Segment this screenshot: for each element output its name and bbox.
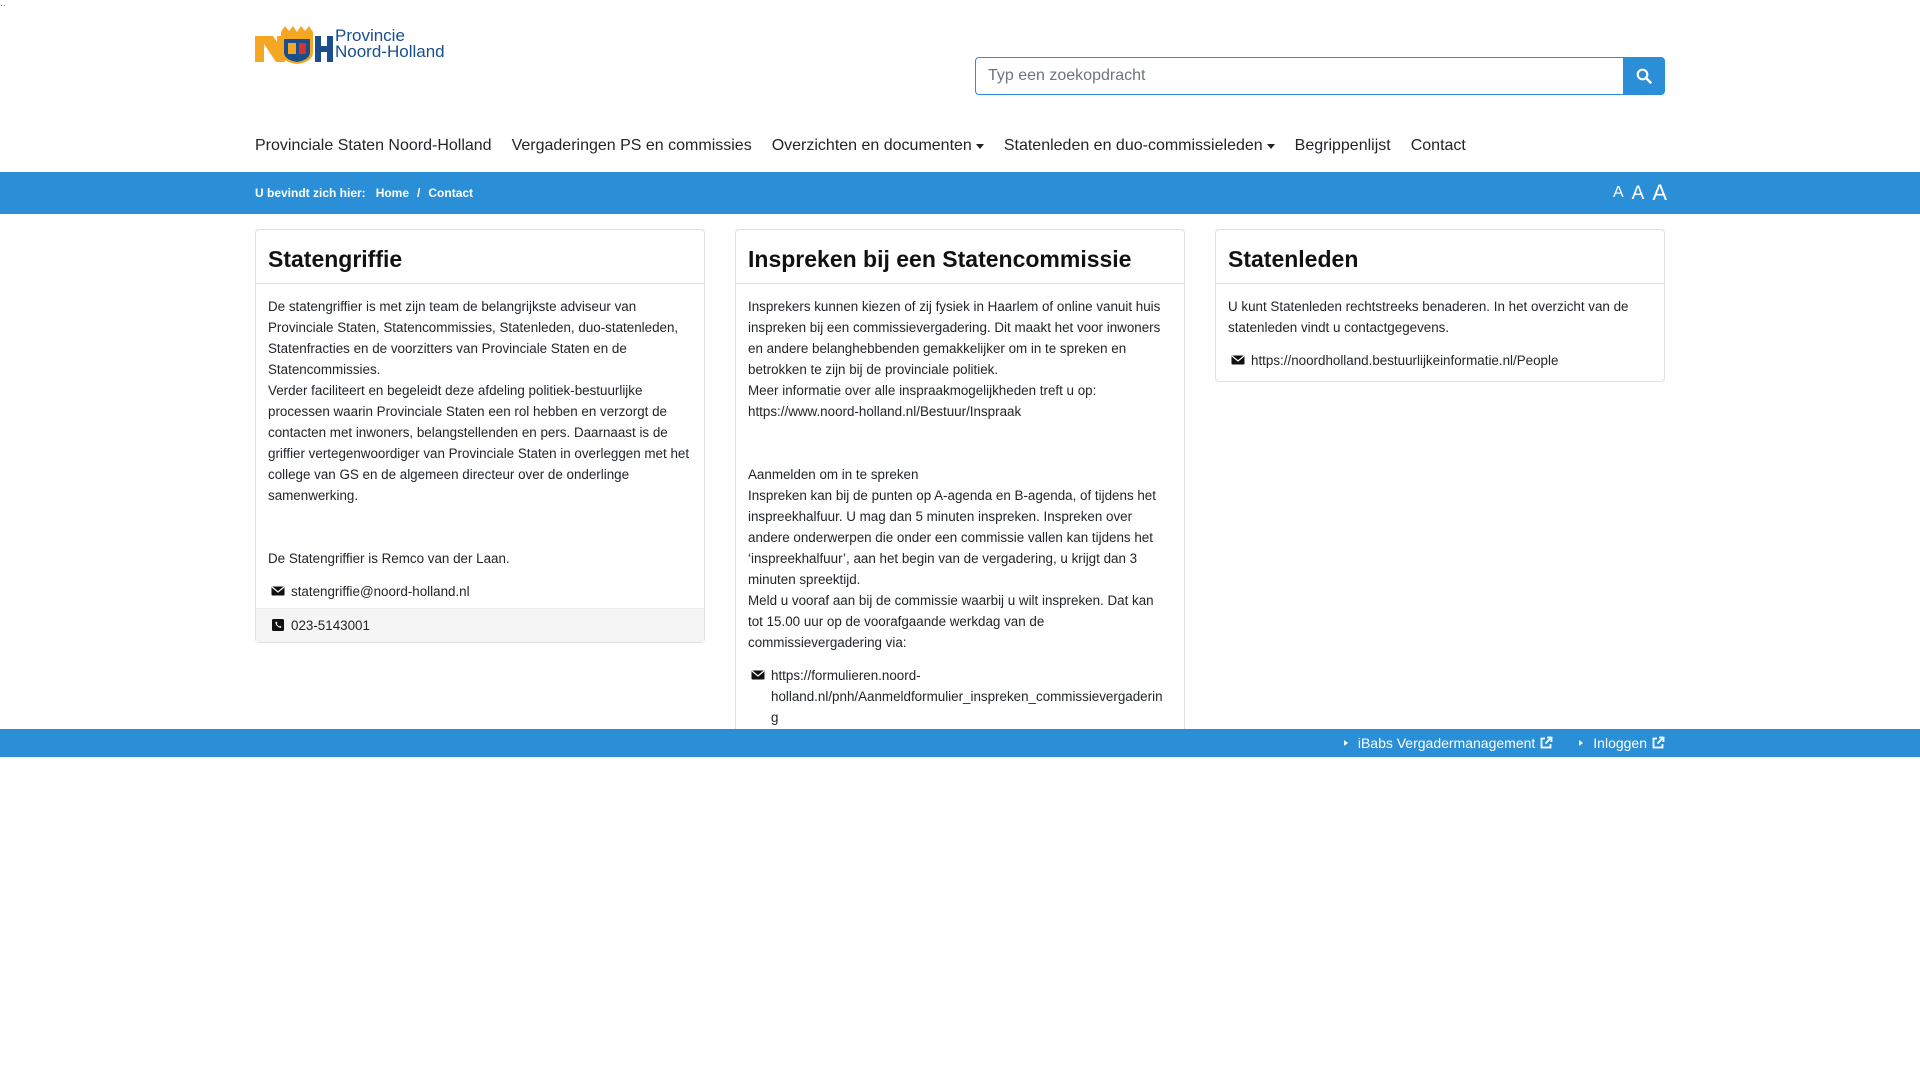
phone-number: 023-5143001 [291,618,370,633]
caret-down-icon [1267,144,1275,149]
nav-item-provinciale-staten[interactable]: Provinciale Staten Noord-Holland [255,137,492,154]
logo-line2: Noord-Holland [335,42,445,61]
province-crest-icon [255,24,333,64]
breadcrumb-contact[interactable]: Contact [428,186,474,200]
corner-dots: ·· [0,0,6,10]
form-link-line[interactable] [748,659,1172,738]
envelope-icon [751,668,765,682]
logo-line1: Provincie [335,26,405,45]
footer-bar [0,729,1920,757]
breadcrumb-separator: / [417,186,421,200]
card-statenleden [1215,229,1665,382]
ibabs-link[interactable] [1344,735,1553,751]
nav-item-begrippenlijst[interactable]: Begrippenlijst [1294,137,1391,154]
nav-item-statenleden[interactable]: Statenleden en duo-commissieleden [1004,137,1275,155]
envelope-icon [1231,353,1245,367]
card-title: Inspreken bij een Statencommissie [736,230,1184,284]
breadcrumb-home[interactable]: Home [375,186,410,200]
search-bar [975,57,1665,95]
external-link-icon [1539,736,1553,750]
nav-item-overzichten[interactable]: Overzichten en documenten [772,137,984,155]
font-size-controls [1613,172,1667,214]
inloggen-link[interactable] [1579,735,1665,751]
people-link[interactable]: https://noordholland.bestuurlijkeinformatie.nl/People [1251,353,1559,368]
card-body [1216,284,1664,381]
inloggen-link-label: Inloggen [1593,735,1647,751]
external-link-icon [1651,736,1665,750]
breadcrumb-bar [0,172,1920,214]
card-body [256,284,704,642]
breadcrumb-label: U bevindt zich hier: [255,186,366,200]
card-inspreken [735,229,1185,739]
nav-item-vergaderingen[interactable]: Vergaderingen PS en commissies [511,137,752,154]
card-text-aanmelden: Aanmelden om in te spreken Inspreken kan bij de punten op A-agenda en B-agenda, of tijdens het inspreekhalfuur. U mag dan 5 minuten inspreken. Inspreken over andere onderwerpen die onder een commissie vallen kan tijdens het ‘inspreekhalfuur’, aan het begin van de vergadering, u krijgt dan 3 minuten spreektijd. Meld u vooraf aan bij de commissie waarbij u wilt inspreken. Dat kan tot 15.00 uur op de voorafgaande werkdag van de commissievergadering via: [748,467,1156,650]
card-title: Statengriffie [256,230,704,284]
search-icon [1636,68,1652,84]
card-text: Insprekers kunnen kiezen of zij fysiek in Haarlem of online vanuit huis inspreken bij een commissievergadering. Dit maakt het voor inwoners en andere belanghebbenden gemakkelijker om in te spreken en betrokken te zijn bij de provinciale politiek. Meer informatie over alle inspraakmogelijkheden treft u op: https://www.noord-holland.nl/Bestuur/Inspraak [748,299,1161,419]
font-size-large-button[interactable]: A [1652,180,1667,205]
email-address[interactable]: statengriffie@noord-holland.nl [291,584,470,599]
email-line[interactable] [268,575,692,608]
bullet-icon [1579,740,1583,746]
ibabs-link-label: iBabs Vergadermanagement [1357,735,1536,751]
site-logo[interactable] [255,24,445,64]
nav-item-contact[interactable]: Contact [1410,137,1466,154]
footer-links [1344,729,1665,757]
people-link-line[interactable] [1228,344,1652,381]
envelope-icon [271,584,285,598]
font-size-medium-button[interactable]: A [1631,182,1645,204]
search-button[interactable] [1623,57,1665,95]
search-input[interactable] [975,57,1623,95]
card-text: U kunt Statenleden rechtstreeks benaderen. In het overzicht van de statenleden vindt u contactgegevens. [1228,299,1629,335]
card-statengriffie [255,229,705,643]
phone-line [256,608,704,642]
caret-down-icon [976,144,984,149]
bullet-icon [1344,740,1348,746]
main-navigation [255,137,1466,155]
card-text-griffier: De Statengriffier is Remco van der Laan. [268,551,510,566]
breadcrumb [255,172,473,214]
card-title: Statenleden [1216,230,1664,284]
card-body [736,284,1184,738]
logo-text [335,28,445,60]
card-text: De statengriffier is met zijn team de belangrijkste adviseur van Provinciale Staten, Statencommissies, Statenleden, duo-statenleden, Statenfracties en de voorzitters van Provinciale Staten en de Statencommissies. Verder faciliteert en begeleidt deze afdeling politiek-bestuurlijke processen waarin Provinciale Staten een rol hebben en verzorgt de contacten met inwoners, belangstellenden en pers. Daarnaast is de griffier vertegenwoordiger van Provinciale Staten in overleggen met het college van GS en de algemeen directeur over de onderlinge samenwerking. [268,299,690,503]
font-size-small-button[interactable]: A [1612,184,1624,201]
site-header [255,0,1665,154]
phone-icon [271,618,285,632]
form-link[interactable]: https://formulieren.noord-holland.nl/pnh/Aanmeldformulier_inspreken_commissievergadering [771,668,1163,725]
